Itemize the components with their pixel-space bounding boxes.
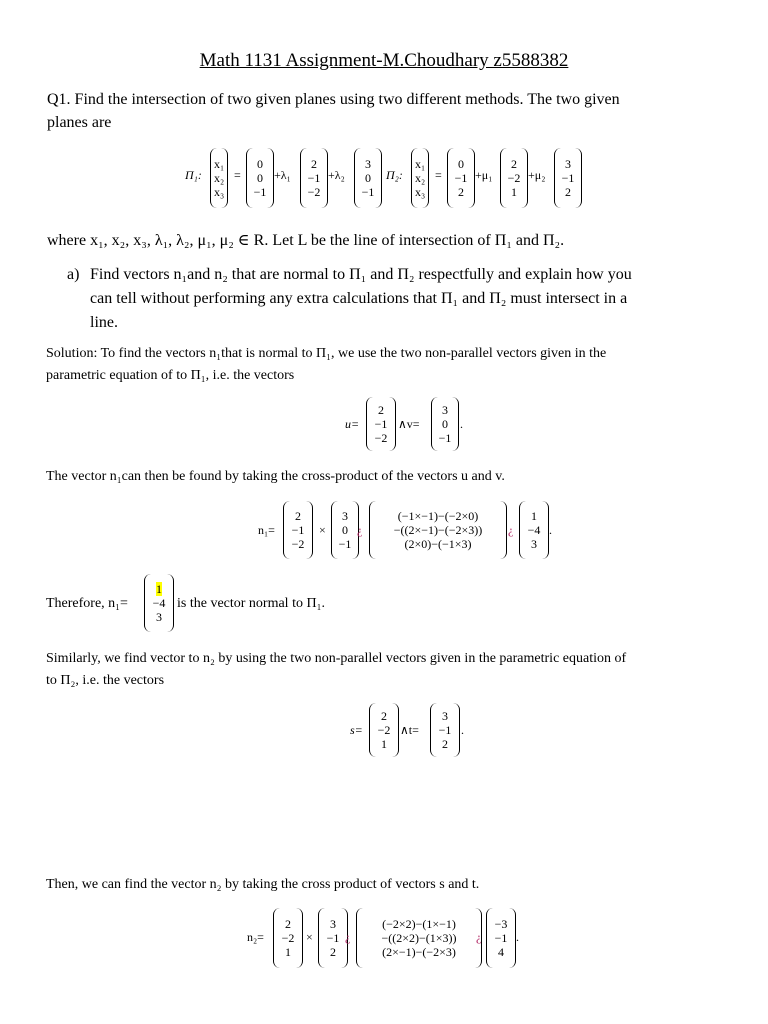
therefore-text: is the vector normal to Π₁. [177, 596, 325, 611]
t-vector: 3 −1 2 [430, 703, 460, 757]
question-line: Q1. Find the intersection of two given planes using two different methods. The two given [47, 91, 620, 108]
cross-sign: × [306, 930, 313, 944]
plane-equations [0, 148, 768, 210]
n2-cross-product [0, 908, 768, 970]
lambda1-term: +λ₁ [274, 168, 291, 182]
expansion-vector: (−2×2)−(1×−1) −((2×2)−(1×3)) (2×−1)−(−2×3) [356, 908, 482, 968]
wedge-v: ∧v= [398, 417, 420, 431]
n1-label: n₁= [258, 523, 275, 537]
v-vector: 3 0 −1 [431, 397, 459, 451]
p1-direction1-vector: 2 −1 −2 [300, 148, 328, 208]
result-vector: 1 −4 3 [519, 501, 549, 559]
plane1-label: Π₁: [185, 168, 202, 182]
u-vector: 2 −1 −2 [366, 397, 396, 451]
p2-direction1-vector: 2 −2 1 [500, 148, 528, 208]
vector-t: 3 −1 2 [318, 908, 348, 968]
x-vector: x₁ x₂ x₃ [210, 148, 228, 208]
wedge-t: ∧t= [400, 723, 419, 737]
therefore-text: Therefore, n₁= [46, 596, 128, 611]
solution-line: parametric equation of to Π₁, i.e. the vectors [46, 368, 295, 383]
solution-line: to Π₂, i.e. the vectors [46, 673, 165, 688]
mu1-term: +μ₁ [475, 168, 493, 182]
period: . [549, 523, 552, 537]
n2-label: n₂= [247, 930, 264, 944]
expansion-vector: (−1×−1)−(−2×0) −((2×−1)−(−2×3)) (2×0)−(−1×3) [369, 501, 507, 559]
x-vector: x₁ x₂ x₃ [411, 148, 429, 208]
part-a-line: line. [90, 314, 118, 331]
page-title: Math 1131 Assignment-M.Choudhary z5588382 [199, 50, 569, 71]
part-a-label: a) [67, 266, 80, 283]
part-a-line: can tell without performing any extra calculations that Π₁ and Π₂ must intersect in a [90, 290, 628, 307]
question-line: planes are [47, 114, 112, 131]
u-label: u= [345, 417, 360, 431]
uv-vectors [0, 397, 768, 453]
p2-direction2-vector: 3 −1 2 [554, 148, 582, 208]
result-vector: −3 −1 4 [486, 908, 516, 968]
p1-direction2-vector: 3 0 −1 [354, 148, 382, 208]
therefore-line [46, 570, 746, 636]
vector-s: 2 −2 1 [273, 908, 303, 968]
lambda2-term: +λ₂ [328, 168, 345, 182]
cross-sign: × [319, 523, 326, 537]
solution-line: Similarly, we find vector to n₂ by using the two non-parallel vectors given in the parametric equation of [46, 651, 627, 666]
s-vector: 2 −2 1 [369, 703, 399, 757]
glyph: ¿ [476, 930, 482, 944]
s-label: s= [350, 723, 363, 737]
equals-sign: = [234, 168, 241, 182]
part-a-line: Find vectors n₁and n₂ that are normal to Π₁ and Π₂ respectfully and explain how you [90, 266, 632, 283]
solution-line: The vector n₁can then be found by taking the cross-product of the vectors u and v. [46, 469, 505, 484]
st-vectors [0, 703, 768, 759]
glyph: ¿ [357, 523, 363, 537]
mu2-term: +μ₂ [528, 168, 546, 182]
period: . [461, 723, 464, 737]
equals-sign: = [435, 168, 442, 182]
solution-line: Solution: To find the vectors n₁that is normal to Π₁, we use the two non-parallel vectors given in the [46, 346, 607, 361]
vector-a: 2 −1 −2 [283, 501, 313, 559]
period: . [516, 930, 519, 944]
vector-b: 3 0 −1 [331, 501, 359, 559]
glyph: ¿ [345, 930, 351, 944]
n1-result-vector: 1 −4 3 [144, 574, 174, 632]
p2-point-vector: 0 −1 2 [447, 148, 475, 208]
p1-point-vector: 0 0 −1 [246, 148, 274, 208]
plane2-label: Π₂: [386, 168, 403, 182]
n1-cross-product [0, 501, 768, 561]
period: . [460, 417, 463, 431]
where-line: where x₁, x₂, x₃, λ₁, λ₂, μ₁, μ₂ ∈ R. Let L be the line of intersection of Π₁ and Π₂. [47, 232, 565, 249]
solution-line: Then, we can find the vector n₂ by taking the cross product of vectors s and t. [46, 877, 480, 892]
glyph: ¿ [508, 523, 514, 537]
